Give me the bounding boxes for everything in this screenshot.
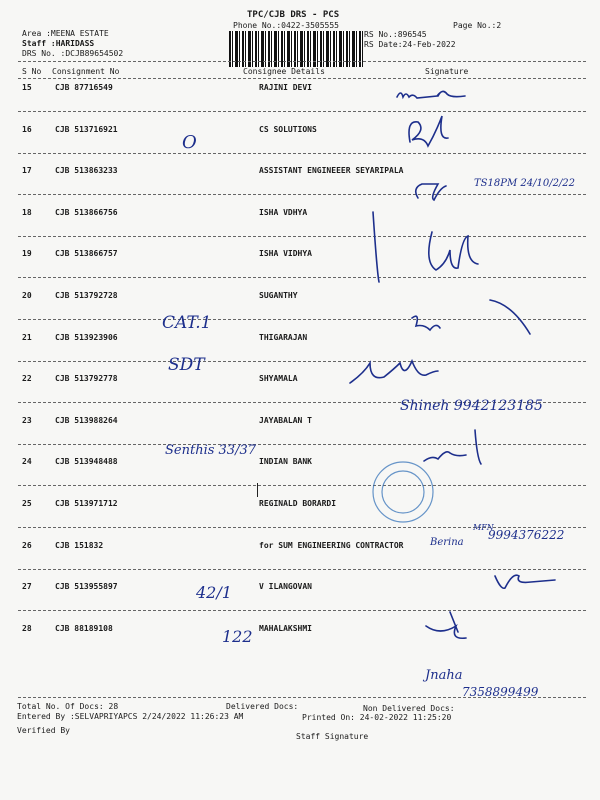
row-consignee: JAYABALAN T bbox=[259, 416, 312, 425]
row-consignment: CJB 151832 bbox=[55, 541, 104, 550]
row-sno: 25 bbox=[22, 499, 32, 508]
row-sno: 23 bbox=[22, 416, 32, 425]
verified-by: Verified By bbox=[17, 726, 70, 735]
signature-23 bbox=[424, 430, 481, 464]
row-consignee: SUGANTHY bbox=[259, 291, 298, 300]
row-consignee: REGINALD BORARDI bbox=[259, 499, 337, 508]
note-row22: Shineh 9942123185 bbox=[400, 398, 543, 414]
printed-on: Printed On: 24-02-2022 11:25:20 bbox=[302, 713, 452, 722]
signature-16 bbox=[409, 116, 448, 146]
note-row26: 42/1 bbox=[196, 583, 232, 602]
row-sno: 21 bbox=[22, 333, 32, 342]
non-delivered-docs: Non Delivered Docs: bbox=[363, 704, 455, 713]
row-consignment: CJB 513792778 bbox=[55, 374, 118, 383]
row-consignee: THIGARAJAN bbox=[259, 333, 308, 342]
row-consignment: CJB 513866756 bbox=[55, 208, 118, 217]
row-sno: 24 bbox=[22, 457, 32, 466]
row-sno: 15 bbox=[22, 83, 32, 92]
bank-stamp bbox=[373, 462, 433, 522]
row-sno: 27 bbox=[22, 582, 32, 591]
row-consignee: for SUM ENGINEERING CONTRACTOR bbox=[259, 541, 404, 550]
row-consignment: CJB 513863233 bbox=[55, 166, 118, 175]
delivered-docs: Delivered Docs: bbox=[226, 702, 299, 711]
signature-19 bbox=[429, 232, 478, 270]
row-consignment: CJB 513716921 bbox=[55, 125, 118, 134]
note-row25-tag: MFN bbox=[473, 523, 494, 532]
staff-label: Staff :HARIDASS bbox=[22, 39, 95, 48]
note-row23: Senthis 33/37 bbox=[165, 443, 256, 458]
note-row25-phone: 9994376222 bbox=[488, 528, 565, 542]
signature-15 bbox=[397, 91, 465, 98]
note-row21: SDT bbox=[168, 355, 205, 375]
col-sno: S No bbox=[22, 67, 42, 76]
row-consignee: V ILANGOVAN bbox=[259, 582, 312, 591]
row-consignment: CJB 513866757 bbox=[55, 249, 118, 258]
note-row17-time: TS18PM 24/10/2/22 bbox=[474, 178, 576, 189]
row-consignment: CJB 513792728 bbox=[55, 291, 118, 300]
row-consignee: ISHA VDHYA bbox=[259, 208, 308, 217]
col-consignment: Consignment No bbox=[52, 67, 120, 76]
area-label: Area :MEENA ESTATE bbox=[22, 29, 109, 38]
signature-26 bbox=[495, 575, 555, 588]
rs-number: RS No.:896545 bbox=[364, 30, 427, 39]
row-sno: 19 bbox=[22, 249, 32, 258]
note-row25-name: Berina bbox=[430, 537, 464, 548]
row-consignment: CJB 513971712 bbox=[55, 499, 118, 508]
row-consignment: CJB 88189108 bbox=[55, 624, 113, 633]
phone-number: Phone No.:0422-3505555 bbox=[233, 21, 339, 30]
row-consignee: SHYAMALA bbox=[259, 374, 298, 383]
signature-18 bbox=[373, 212, 379, 282]
row-consignee: RAJINI DEVI bbox=[259, 83, 312, 92]
note-row28-name: Jnaha bbox=[425, 668, 463, 683]
note-row27: 122 bbox=[222, 627, 253, 646]
note-row20: CAT.1 bbox=[162, 313, 212, 333]
row-sno: 20 bbox=[22, 291, 32, 300]
rs-date: RS Date:24-Feb-2022 bbox=[364, 40, 456, 49]
row-consignment: CJB 87716549 bbox=[55, 83, 113, 92]
row-consignee: MAHALAKSHMI bbox=[259, 624, 312, 633]
col-consignee: Consignee Details bbox=[243, 67, 325, 76]
note-row16: O bbox=[182, 132, 197, 153]
row-sno: 22 bbox=[22, 374, 32, 383]
row-sno: 26 bbox=[22, 541, 32, 550]
row-consignment: CJB 513948488 bbox=[55, 457, 118, 466]
document-title: TPC/CJB DRS - PCS bbox=[247, 10, 340, 20]
signature-21 bbox=[350, 361, 438, 383]
total-docs: Total No. Of Docs: 28 bbox=[17, 702, 119, 711]
row-consignee: CS SOLUTIONS bbox=[259, 125, 317, 134]
note-row28-phone: 7358899499 bbox=[462, 685, 539, 699]
row-consignment: CJB 513955897 bbox=[55, 582, 118, 591]
signature-17 bbox=[416, 184, 446, 200]
row-consignee: INDIAN BANK bbox=[259, 457, 312, 466]
signature-27 bbox=[426, 612, 466, 638]
drs-number: DRS No. :DCJB89654502 bbox=[22, 49, 124, 58]
row-consignee: ISHA VIDHYA bbox=[259, 249, 312, 258]
row-consignment: CJB 513923906 bbox=[55, 333, 118, 342]
page-number: Page No.:2 bbox=[453, 21, 502, 30]
row-consignment: CJB 513988264 bbox=[55, 416, 118, 425]
row-sno: 18 bbox=[22, 208, 32, 217]
signature-20 bbox=[412, 300, 530, 334]
col-signature: Signature bbox=[425, 67, 469, 76]
row-sno: 28 bbox=[22, 624, 32, 633]
entered-by: Entered By :SELVAPRIYAPCS 2/24/2022 11:26:23 AM bbox=[17, 712, 244, 721]
row-consignee: ASSISTANT ENGINEEER SEYARIPALA bbox=[259, 166, 404, 175]
row-sno: 17 bbox=[22, 166, 32, 175]
row-sno: 16 bbox=[22, 125, 32, 134]
staff-signature: Staff Signature bbox=[296, 732, 369, 741]
